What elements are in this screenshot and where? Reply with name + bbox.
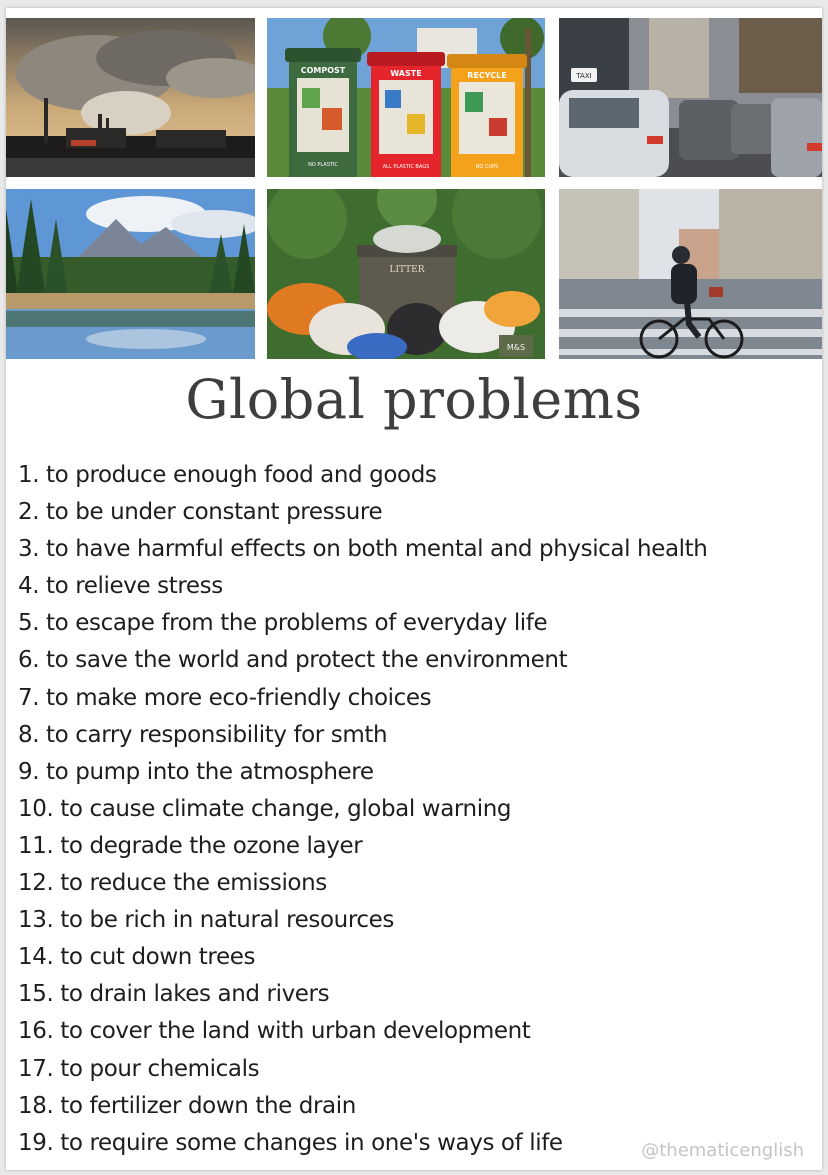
photo-litter-pile (267, 189, 545, 359)
compost-bin-label: COMPOST (300, 66, 346, 75)
photo-traffic-jam (559, 18, 822, 177)
photo-cyclist-city (559, 189, 822, 359)
list-item: 5. to escape from the problems of everyday life (18, 610, 548, 637)
waste-bin (367, 52, 445, 177)
watermark: @thematicenglish (641, 1140, 804, 1161)
list-item: 3. to have harmful effects on both mental and physical health (18, 536, 708, 563)
taxi-sign-text: TAXI (576, 72, 592, 80)
photo-industrial-smoke (6, 18, 255, 177)
compost-bin-sublabel: NO PLASTIC (308, 162, 338, 168)
list-item: 13. to be rich in natural resources (18, 907, 394, 934)
photo-recycling-bins (267, 18, 545, 177)
compost-bin (285, 48, 361, 177)
list-item: 16. to cover the land with urban development (18, 1018, 531, 1045)
list-item: 4. to relieve stress (18, 573, 223, 600)
list-item: 12. to reduce the emissions (18, 870, 327, 897)
litter-bin-label: LITTER (389, 265, 425, 275)
list-item: 9. to pump into the atmosphere (18, 758, 374, 785)
list-item: 10. to cause climate change, global warning (18, 795, 512, 822)
list-item: 7. to make more eco-friendly choices (18, 684, 432, 711)
recycle-bin (447, 54, 527, 177)
list-item: 17. to pour chemicals (18, 1055, 260, 1082)
list-item: 19. to require some changes in one's ways of life (18, 1129, 563, 1156)
list-item: 11. to degrade the ozone layer (18, 832, 363, 859)
waste-bin-label: WASTE (390, 69, 422, 78)
photo-mountain-lake (6, 189, 255, 359)
list-item: 2. to be under constant pressure (18, 499, 383, 526)
list-item: 14. to cut down trees (18, 944, 256, 971)
list-item: 1. to produce enough food and goods (18, 462, 437, 488)
page-title: Global problems (185, 368, 643, 431)
recycle-bin-sublabel: NO CUPS (475, 164, 499, 170)
bag-label: M&S (506, 343, 526, 352)
list-item: 8. to carry responsibility for smth (18, 721, 388, 748)
recycle-bin-label: RECYCLE (467, 71, 507, 80)
list-item: 6. to save the world and protect the environment (18, 647, 568, 674)
phrase-list (18, 457, 707, 1162)
waste-bin-sublabel: ALL PLASTIC BAGS (382, 164, 430, 170)
list-item: 18. to fertilizer down the drain (18, 1092, 356, 1119)
list-item: 15. to drain lakes and rivers (18, 981, 330, 1008)
